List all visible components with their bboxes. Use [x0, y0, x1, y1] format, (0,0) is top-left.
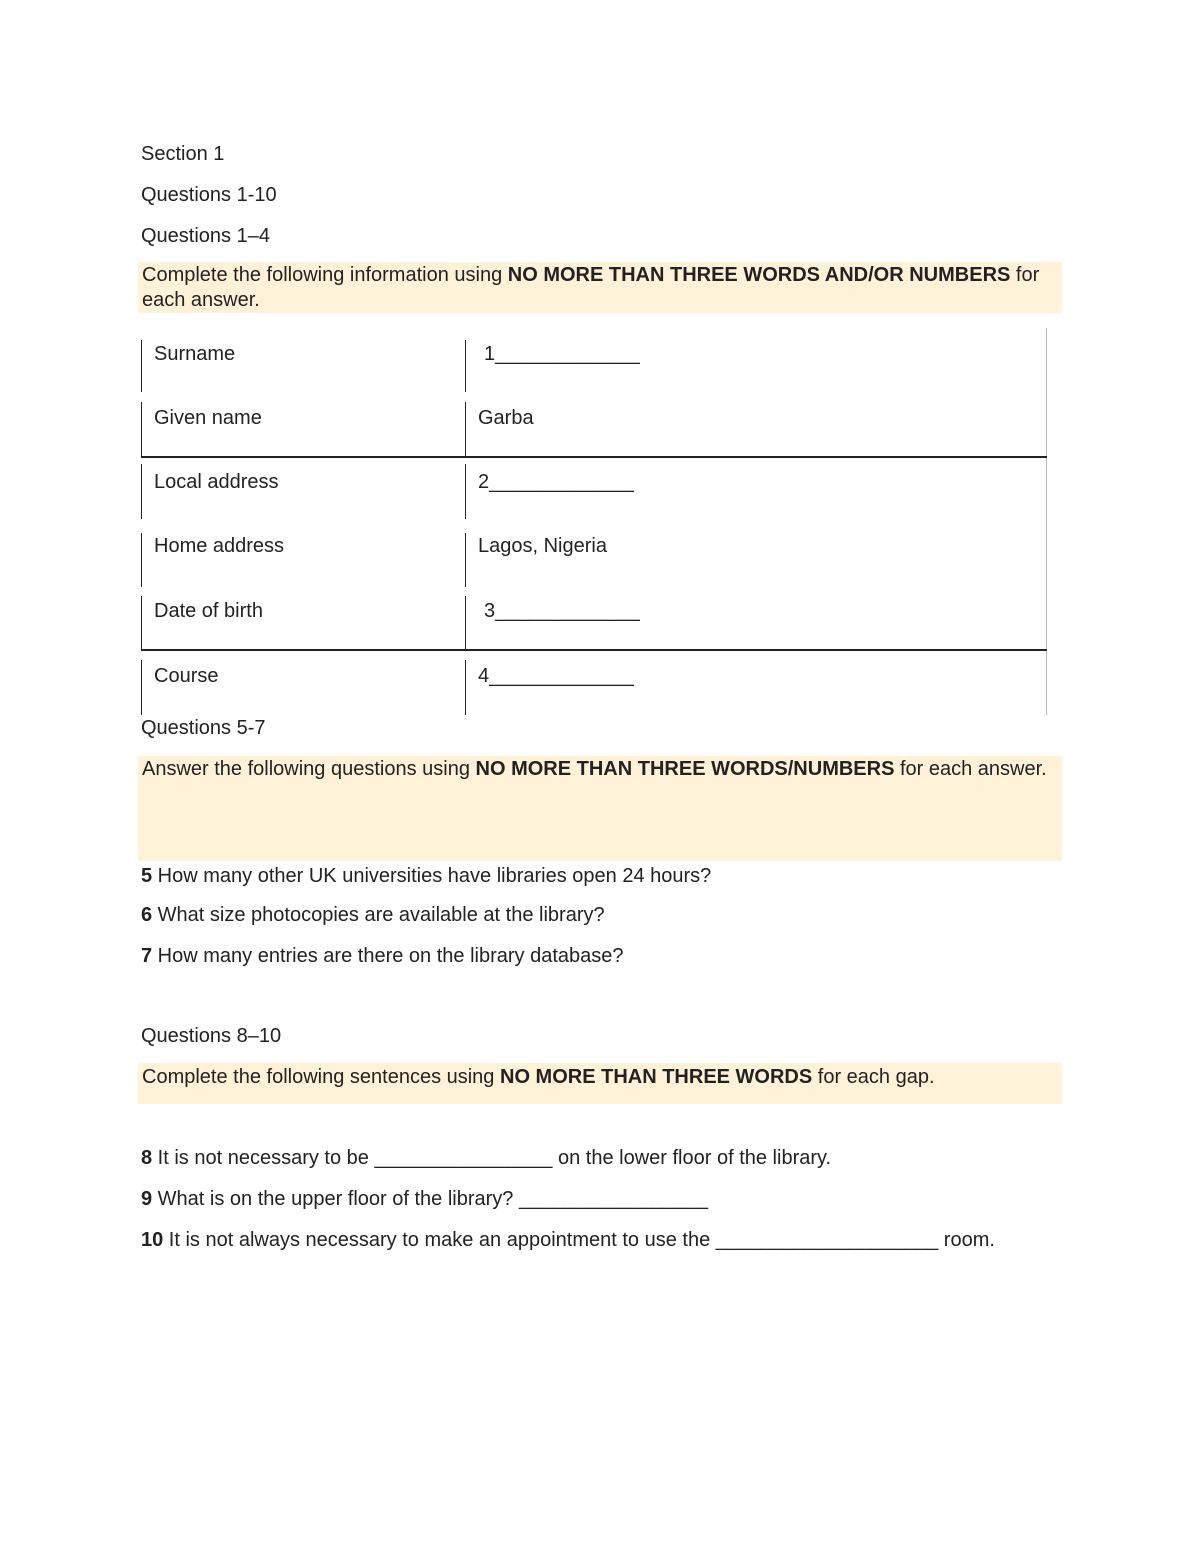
row-mid-border — [465, 596, 466, 650]
row-left-border — [141, 464, 142, 519]
part2-instruction — [138, 756, 1062, 861]
row-label: Surname — [154, 343, 236, 365]
row-value-blank: 2_____________ — [478, 471, 634, 493]
row-left-border — [141, 660, 142, 715]
question-text: It is not always necessary to make an appointment to use the ____________________ room. — [163, 1229, 995, 1251]
row-mid-border — [465, 533, 466, 587]
question-text: It is not necessary to be ________________ on the lower floor of the library. — [152, 1147, 832, 1169]
row-mid-border — [465, 402, 466, 456]
question-7 — [141, 944, 624, 968]
question-5 — [141, 864, 711, 888]
question-number: 10 — [141, 1229, 164, 1251]
part1-instruction — [138, 262, 1062, 313]
question-text: What is on the upper floor of the library? _________________ — [152, 1188, 709, 1210]
part3-instruction-bold: NO MORE THAN THREE WORDS — [500, 1066, 813, 1088]
part2-heading: Questions 5-7 — [141, 717, 266, 739]
question-number: 6 — [141, 904, 153, 926]
part3-instruction-post: for each gap. — [812, 1066, 935, 1088]
part2-instruction-bold: NO MORE THAN THREE WORDS/NUMBERS — [475, 758, 895, 780]
row-label: Course — [154, 665, 219, 687]
table-row-surname — [141, 338, 1047, 402]
question-9 — [141, 1187, 708, 1211]
part1-instruction-pre: Complete the following information using — [142, 264, 508, 286]
question-text: How many other UK universities have libraries open 24 hours? — [152, 865, 712, 887]
question-number: 5 — [141, 865, 153, 887]
row-mid-border — [465, 340, 466, 392]
part3-instruction-pre: Complete the following sentences using — [142, 1066, 500, 1088]
part2-instruction-pre: Answer the following questions using — [142, 758, 476, 780]
row-value: Lagos, Nigeria — [478, 535, 607, 557]
row-left-border — [141, 533, 142, 587]
row-value-blank: 4_____________ — [478, 665, 634, 687]
section-title: Section 1 — [141, 143, 225, 165]
table-row-given-name — [141, 400, 1047, 464]
question-number: 9 — [141, 1188, 153, 1210]
part3-heading: Questions 8–10 — [141, 1025, 282, 1047]
table-row-date-of-birth — [141, 588, 1047, 652]
row-value-blank: 3_____________ — [484, 600, 640, 622]
question-text: What size photocopies are available at the library? — [152, 904, 605, 926]
row-left-border — [141, 402, 142, 456]
question-text: How many entries are there on the library database? — [152, 945, 624, 967]
row-value: Garba — [478, 407, 534, 429]
row-label: Local address — [154, 471, 279, 493]
part1-instruction-bold: NO MORE THAN THREE WORDS AND/OR NUMBERS — [507, 264, 1011, 286]
row-left-border — [141, 340, 142, 392]
question-10 — [141, 1228, 995, 1252]
table-divider — [141, 649, 1047, 651]
table-row-course — [141, 652, 1047, 716]
table-row-home-address — [141, 523, 1047, 587]
info-table — [141, 328, 1047, 715]
question-number: 7 — [141, 945, 153, 967]
questions-range: Questions 1-10 — [141, 184, 277, 206]
question-6 — [141, 903, 605, 927]
table-row-local-address — [141, 458, 1047, 522]
row-left-border — [141, 596, 142, 650]
row-label: Given name — [154, 407, 262, 429]
part1-instruction-post: for each answer. — [142, 264, 1040, 311]
row-label: Date of birth — [154, 600, 263, 622]
row-mid-border — [465, 464, 466, 519]
row-label: Home address — [154, 535, 285, 557]
part3-instruction — [138, 1063, 1062, 1104]
row-value-blank: 1_____________ — [484, 343, 640, 365]
question-number: 8 — [141, 1147, 153, 1169]
part2-instruction-post: for each answer. — [894, 758, 1047, 780]
question-8 — [141, 1146, 831, 1170]
part1-heading: Questions 1–4 — [141, 225, 270, 247]
row-mid-border — [465, 660, 466, 715]
